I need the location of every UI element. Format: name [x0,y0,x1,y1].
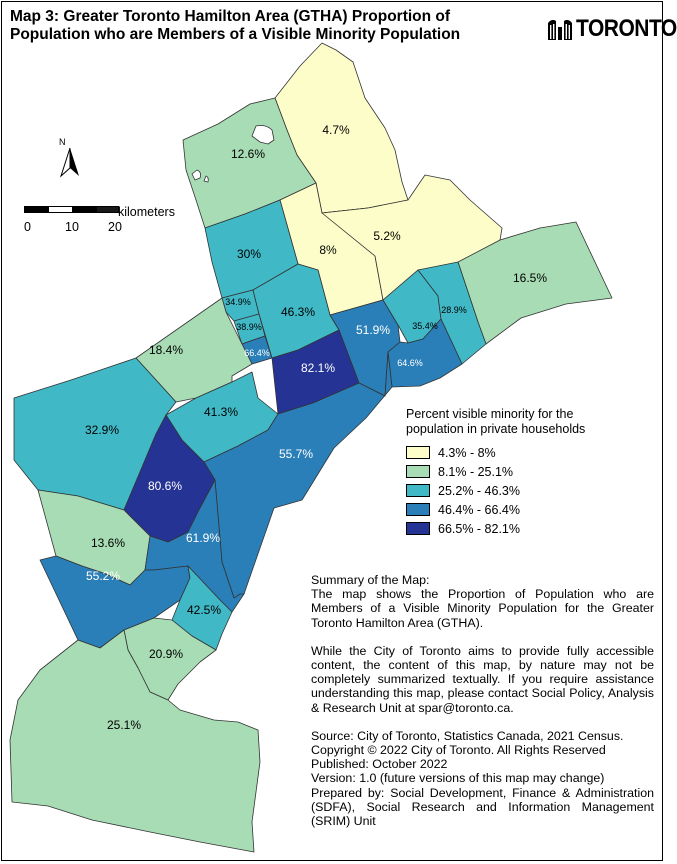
region-value-label: 18.4% [148,343,184,357]
legend-swatch [406,484,430,497]
region-value-label: 12.6% [230,147,266,161]
prepared-by-line: Prepared by: Social Development, Finance & Administration (SDFA), Social Research and Information Management (SRIM) Unit [311,785,654,829]
legend-item [406,519,616,538]
summary-heading: Summary of the Map: [311,573,430,587]
accessibility-paragraph: While the City of Toronto aims to provide fully accessible content, the content of this map, by nature may not be completely summarized textually. If you require assistance understanding this map, please contact Social Policy, Analysis & Research Unit at spar@toronto.ca. [311,643,654,715]
north-arrow-icon [55,138,85,182]
source-line: Source: City of Toronto, Statistics Canada, 2021 Census. [311,728,624,743]
legend-item [406,462,616,481]
region-value-label: 42.5% [186,603,222,617]
region-value-label: 55.2% [85,569,121,583]
region-value-label: 32.9% [84,423,120,437]
published-line: Published: October 2022 [311,757,448,772]
legend-item [406,481,616,500]
scale-tick-label: 0 [24,220,31,234]
legend-label: 4.3% - 8% [438,445,496,460]
region-value-label: 51.9% [355,323,391,337]
region-value-label: 46.3% [280,305,316,319]
region-value-label: 55.7% [278,447,314,461]
region-value-label: 8% [319,243,337,257]
region-value-label: 38.9% [236,322,262,332]
legend-label: 46.4% - 66.4% [438,502,520,517]
map-title: Map 3: Greater Toronto Hamilton Area (GTHA) Proportion of Population who are Members of a Visible Minority Population [10,8,461,43]
legend-title: Percent visible minority for the population in private households [406,407,586,436]
region-value-label: 61.9% [185,531,221,545]
map-summary [311,573,654,828]
copyright-line: Copyright © 2022 City of Toronto. All Rights Reserved [311,743,606,758]
region-value-label: 35.4% [412,321,438,331]
north-label: N [59,137,66,147]
region-value-label: 25.1% [106,718,142,732]
region-value-label: 34.9% [225,297,251,307]
region-value-label: 80.6% [147,479,183,493]
scale-tick-label: 10 [65,220,79,234]
region-value-label: 82.1% [300,361,336,375]
region-value-label: 41.3% [203,405,239,419]
region-25-1 [10,630,260,852]
legend-swatch [406,446,430,459]
legend-label: 8.1% - 25.1% [438,464,514,479]
region-value-label: 16.5% [512,271,548,285]
legend-swatch [406,465,430,478]
legend-label: 66.5% - 82.1% [438,521,520,536]
version-line: Version: 1.0 (future versions of this map may change) [311,771,605,786]
legend-swatch [406,522,430,535]
region-value-label: 20.9% [148,647,184,661]
region-value-label: 5.2% [373,229,401,243]
region-value-label: 64.6% [397,358,423,368]
region-value-label: 13.6% [90,536,126,550]
scale-bar [24,205,120,215]
scale-units-label: kilometers [118,205,175,219]
scale-tick-label: 20 [108,220,122,234]
region-value-label: 66.4% [244,348,270,358]
legend-label: 25.2% - 46.3% [438,483,520,498]
legend-item [406,443,616,462]
logo-wordmark: TORONTO [576,15,677,42]
legend-swatch [406,503,430,516]
region-value-label: 30% [236,247,262,261]
region-value-label: 4.7% [322,123,350,137]
legend-item [406,500,616,519]
summary-paragraph: The map shows the Proportion of Population who are Members of a Visible Minority Population for the Greater Toronto Hamilton Area (GTHA). [311,587,654,630]
map-legend [406,407,616,538]
region-value-label: 28.9% [441,305,467,315]
